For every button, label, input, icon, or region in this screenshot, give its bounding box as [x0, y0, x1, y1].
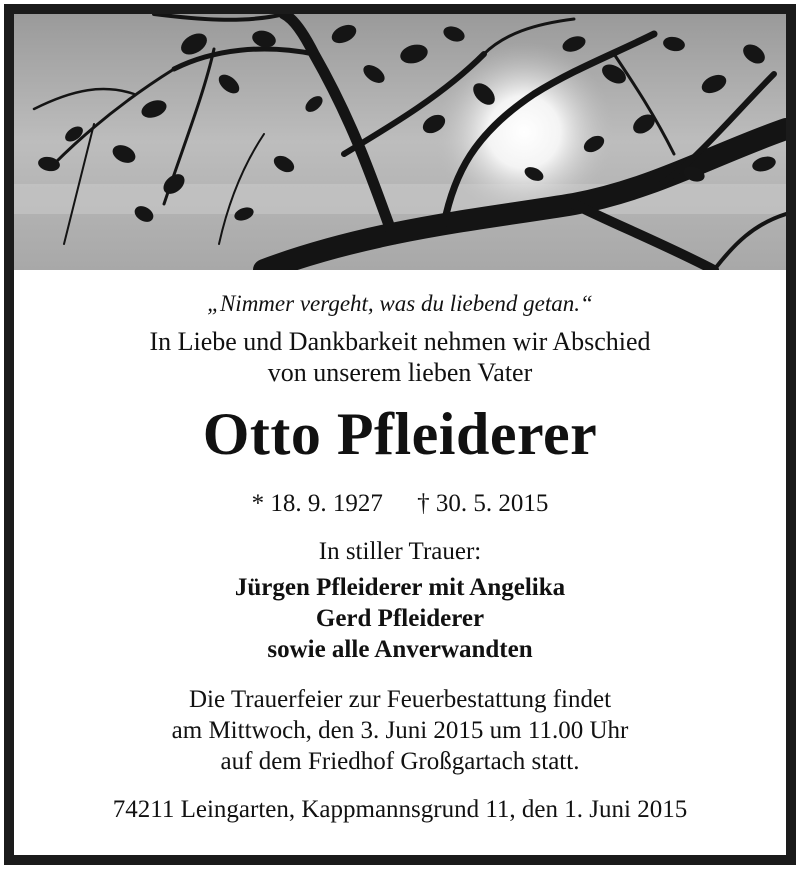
mourning-label: In stiller Trauer: [318, 538, 482, 565]
mourner-line: Jürgen Pfleiderer mit Angelika [234, 574, 566, 601]
farewell-intro [14, 326, 786, 388]
life-dates [14, 490, 786, 518]
deceased-name: Otto Pfleiderer [202, 401, 598, 467]
ceremony-line: auf dem Friedhof Großgartach statt. [220, 748, 580, 775]
intro-line: von unserem lieben Vater [267, 358, 533, 387]
photo-illustration [14, 14, 786, 270]
funeral-details [14, 684, 786, 777]
birth-date: * 18. 9. 1927 [251, 490, 383, 517]
mourner-line: sowie alle Anverwandten [267, 636, 533, 663]
address-line: 74211 Leingarten, Kappmannsgrund 11, den 1. Juni 2015 [112, 796, 688, 823]
mourners-list [14, 572, 786, 665]
intro-line: In Liebe und Dankbarkeit nehmen wir Abschied [149, 327, 651, 356]
obituary-frame [4, 4, 796, 865]
memorial-quote: „Nimmer vergeht, was du liebend getan.“ [207, 291, 593, 316]
ceremony-line: Die Trauerfeier zur Feuerbestattung findet [188, 686, 612, 713]
tree-branch-sunset-photo [14, 14, 786, 270]
ceremony-line: am Mittwoch, den 3. Juni 2015 um 11.00 Uhr [171, 717, 629, 744]
death-date: † 30. 5. 2015 [417, 490, 549, 517]
mourner-line: Gerd Pfleiderer [315, 605, 485, 632]
